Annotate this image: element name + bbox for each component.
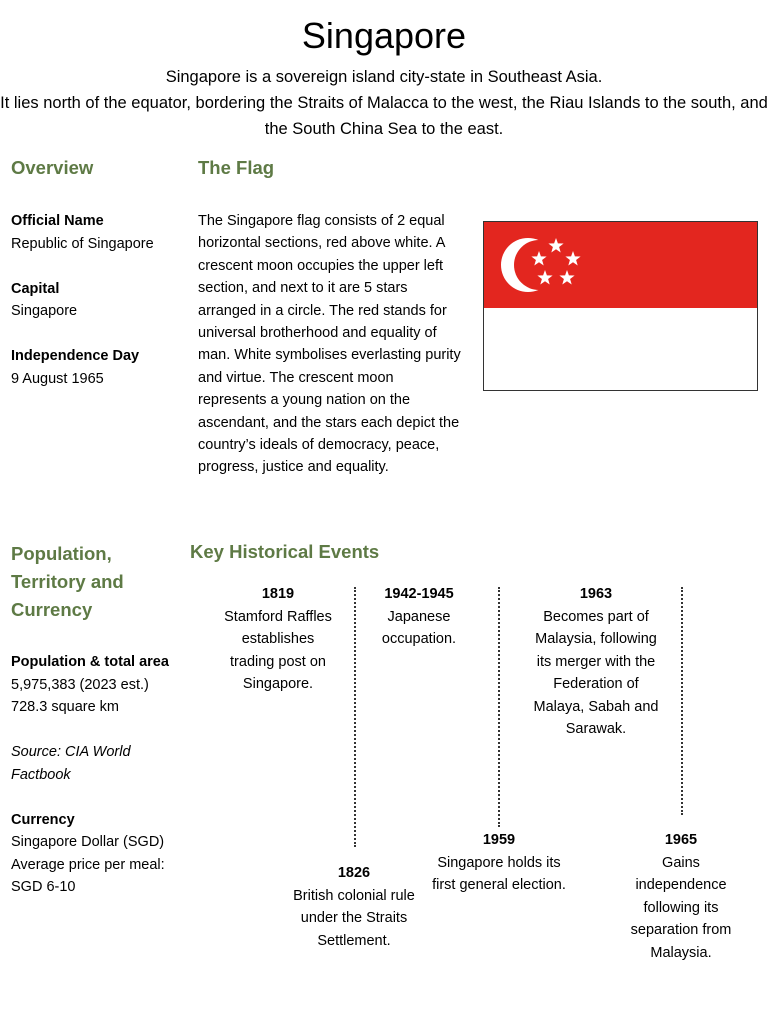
timeline-connector [681, 587, 683, 815]
timeline-connector [498, 587, 500, 827]
event-year: 1963 [579, 586, 613, 602]
population-area-label: Population & total area [11, 654, 169, 670]
timeline-event [526, 583, 666, 741]
currency-value: Singapore Dollar (SGD) [11, 834, 165, 850]
event-year: 1942-1945 [384, 586, 454, 602]
official-name-value: Republic of Singapore [11, 235, 154, 252]
event-year: 1819 [261, 586, 295, 602]
event-year: 1959 [482, 832, 516, 848]
event-description: Singapore holds its first general election. [432, 854, 566, 893]
event-description: British colonial rule under the Straits Settlement. [293, 887, 415, 949]
event-year: 1826 [337, 865, 371, 881]
overview-heading: Overview [11, 157, 94, 178]
capital-value: Singapore [11, 303, 78, 319]
overview-section [11, 210, 191, 390]
independence-day-value: 9 August 1965 [11, 370, 104, 387]
timeline-event [364, 583, 474, 651]
history-heading: Key Historical Events [190, 541, 380, 562]
independence-day-label: Independence Day [11, 348, 140, 364]
event-description: Gains independence following its separation from Malaysia. [630, 854, 732, 961]
intro [0, 64, 768, 142]
currency-label: Currency [11, 811, 75, 828]
event-year: 1965 [664, 832, 698, 848]
flag-heading: The Flag [198, 157, 275, 178]
timeline-event [218, 583, 338, 696]
population-value: 5,975,383 (2023 est.) [11, 676, 149, 693]
timeline-event [284, 862, 424, 952]
event-description: Becomes part of Malaysia, following its merger with the Federation of Malaya, Sabah and Sarawak. [533, 608, 659, 737]
source-note: Source: CIA World Factbook [11, 744, 131, 783]
event-description: Japanese occupation. [381, 608, 457, 647]
timeline-event [617, 829, 745, 964]
timeline-event [428, 829, 570, 897]
population-heading: Population, Territory and Currency [11, 543, 124, 620]
intro-line-2: It lies north of the equator, bordering the Straits of Malacca to the west, the Riau Islands to the south, and the South China Sea to the east. [0, 94, 768, 138]
flag-description: The Singapore flag consists of 2 equal horizontal sections, red above white. A crescent moon occupies the upper left section, and next to it are 5 stars arranged in a circle. The red stands for universal brotherhood and equality of man. White symbolises everlasting purity and virtue. The crescent moon represents a young nation on the ascendant, and the stars each depict the country’s ideals of democracy, peace, progress, justice and equality. [198, 213, 461, 476]
event-description: Stamford Raffles establishes trading post on Singapore. [224, 608, 332, 692]
crescent-stars-icon [484, 222, 758, 308]
page-title: Singapore [301, 15, 467, 56]
capital-label: Capital [11, 280, 60, 297]
singapore-flag-image [483, 221, 758, 391]
intro-line-1: Singapore is a sovereign island city-state in Southeast Asia. [165, 68, 603, 86]
official-name-label: Official Name [11, 213, 104, 229]
meal-price-value: Average price per meal: SGD 6-10 [11, 856, 165, 895]
timeline-connector [354, 587, 356, 847]
area-value: 728.3 square km [11, 699, 120, 715]
population-section [11, 651, 189, 899]
